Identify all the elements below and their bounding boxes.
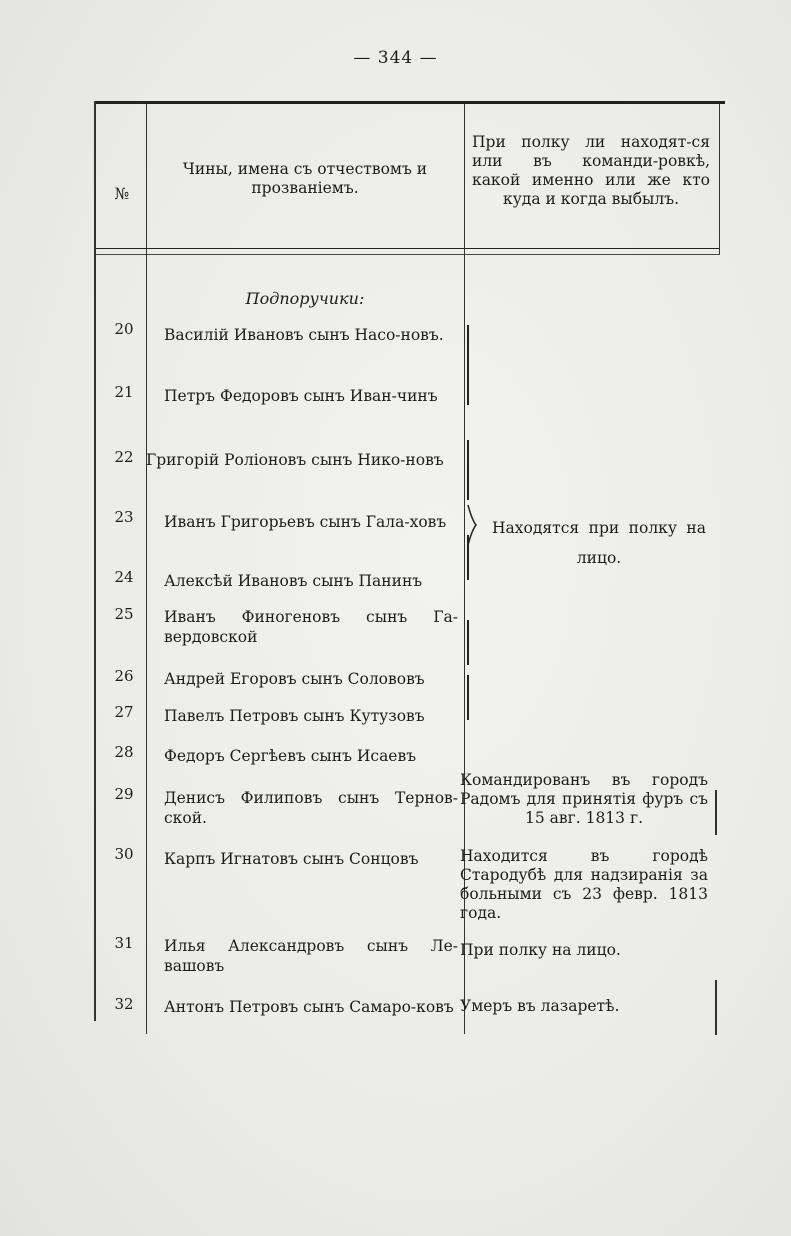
right-border-lower: [715, 790, 717, 835]
status-group-present: Находятся при полку на лицо.: [492, 519, 706, 567]
row-name: Антонъ Петровъ сынъ Самаро-ковъ: [164, 998, 454, 1016]
table-top-rule: [95, 101, 725, 104]
row-number: 22: [114, 448, 134, 466]
left-border: [94, 101, 96, 1021]
col-divider-1: [146, 104, 147, 1034]
row-name: Павелъ Петровъ сынъ Кутузовъ: [164, 707, 425, 725]
row-number: 25: [114, 605, 134, 623]
status-row-30: Находится въ городѣ Стародубѣ для надзиранія за больными съ 23 февр. 1813 года.: [460, 847, 708, 922]
header-status: При полку ли находят-ся или въ команди-ровкѣ, какой именно или же кто куда и когда выбылъ.: [472, 133, 710, 208]
row-name: Алексѣй Ивановъ сынъ Панинъ: [164, 572, 423, 590]
row-number: 27: [114, 703, 134, 721]
header-name: Чины, имена съ отчествомъ и прозваніемъ.: [182, 160, 428, 197]
row-number: 21: [114, 383, 134, 401]
status-row-31: При полку на лицо.: [460, 941, 621, 959]
row-number: 31: [114, 934, 134, 952]
row-name: Карпъ Игнатовъ сынъ Сонцовъ: [164, 850, 419, 868]
row-name: Федоръ Сергѣевъ сынъ Исаевъ: [164, 747, 417, 765]
row-name: Василій Ивановъ сынъ Насо-новъ.: [164, 326, 444, 344]
row-number: 28: [114, 743, 134, 761]
right-border-lower-2: [715, 980, 717, 1035]
row-name: Иванъ Григорьевъ сынъ Гала-ховъ: [164, 513, 447, 531]
row-number: 24: [114, 568, 134, 586]
row-number: 20: [114, 320, 134, 338]
row-number: 29: [114, 785, 134, 803]
status-rows-28-29: Командированъ въ городъ Радомъ для принятія фуръ съ 15 авг. 1813 г.: [460, 771, 708, 827]
row-number: 32: [114, 995, 134, 1013]
row-name: Петръ Федоровъ сынъ Иван-чинъ: [164, 387, 438, 405]
row-name: Григорій Роліоновъ сынъ Нико-новъ: [146, 451, 444, 469]
row-number: 26: [114, 667, 134, 685]
row-number: 23: [114, 508, 134, 526]
row-number: 30: [114, 845, 134, 863]
header-bottom-rule: [95, 248, 720, 249]
row-name: Иванъ Финогеновъ сынъ Га-вердовской: [164, 608, 458, 646]
group-bracket: [462, 320, 482, 730]
header-number: №: [114, 185, 130, 203]
page-number: — 344 —: [353, 48, 438, 68]
row-name: Илья Александровъ сынъ Ле-вашовъ: [164, 937, 458, 975]
right-border: [719, 104, 720, 254]
row-name: Андрей Егоровъ сынъ Солововъ: [164, 670, 425, 688]
row-name: Денисъ Филиповъ сынъ Тернов-ской.: [164, 789, 458, 827]
header-bottom-rule-2: [95, 254, 720, 255]
status-row-32: Умеръ въ лазаретѣ.: [460, 997, 620, 1015]
rank-heading: Подпоручики:: [245, 289, 365, 308]
